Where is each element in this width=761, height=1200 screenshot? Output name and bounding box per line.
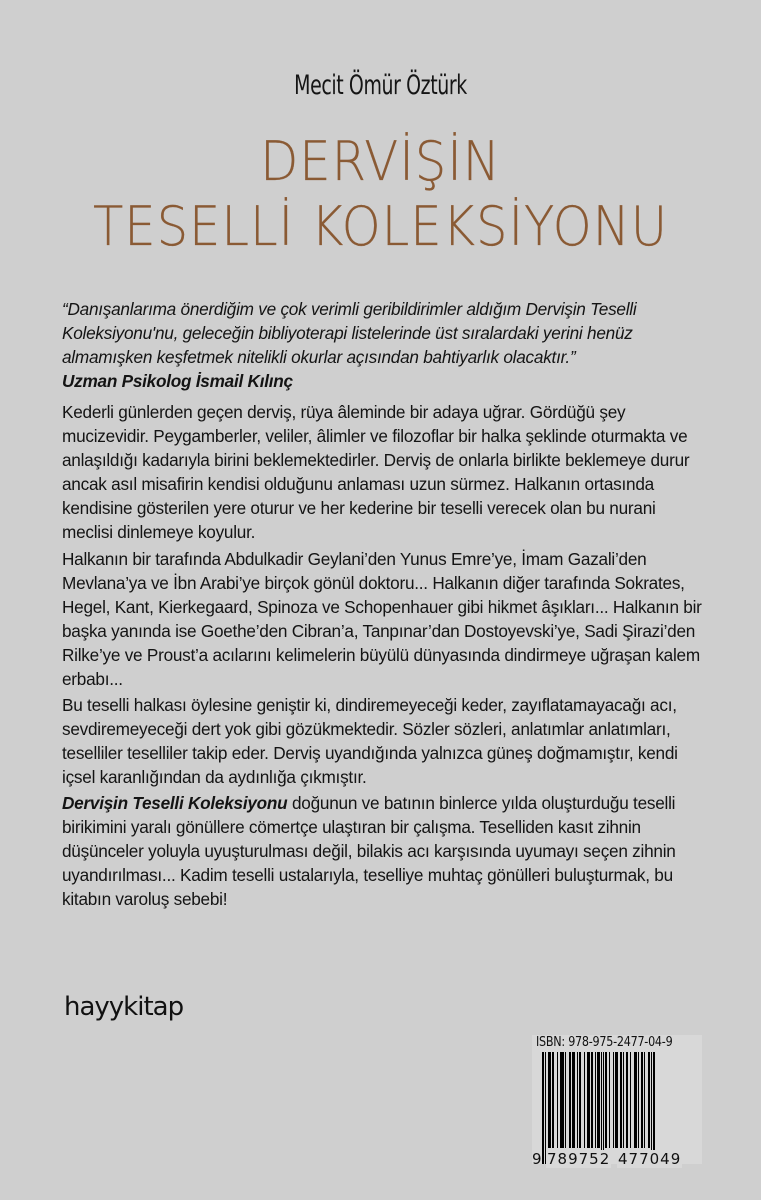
quote-text: “Danışanlarıma önerdiğim ve çok verimli geribildirimler aldığım Dervişin Teselli Koleksiyonu'nu, geleceğin bibliyoterapi listelerinde üst sıralardaki yerini henüz almamışken keşfetmek nitelikli okurlar açısından bahtiyarlık olacaktır.”: [62, 299, 637, 367]
paragraph-text: [62, 791, 702, 911]
publisher-logo: hayykitap: [64, 992, 184, 1022]
barcode-digits-right: 477049: [618, 1150, 682, 1168]
quote-author: Uzman Psikolog İsmail Kılınç: [62, 371, 293, 391]
blurb-paragraph-1: [62, 400, 702, 544]
testimonial-quote: [62, 297, 702, 393]
barcode-digits-left: 789752: [547, 1150, 611, 1168]
title-text: TESELLİ KOLEKSİYONU: [93, 195, 668, 258]
paragraph-text: Bu teselli halkası öylesine geniştir ki, dindiremeyeceği keder, zayıflatamayacağı acı, sevdiremeyeceği dert yok gibi gözükmektedir. Sözler sözleri, anlatımlar anlatımları, teselliler teselliler takip eder. Derviş uyandığında yalnızca güneş doğmamıştır, kendi içsel karanlığından da aydınlığa çıkmıştır.: [62, 695, 678, 787]
barcode-bars: [542, 1052, 688, 1164]
author-name: Mecit Ömür Öztürk: [294, 70, 467, 101]
blurb-paragraph-2: [62, 547, 702, 691]
barcode: [532, 1052, 702, 1168]
book-title-line-2: [30, 195, 730, 258]
isbn-barcode-block: [532, 1035, 702, 1168]
book-title-line-1: [30, 130, 730, 193]
title-text: DERVİŞİN: [260, 130, 501, 193]
isbn-label: ISBN: 978-975-2477-04-9: [536, 1035, 673, 1050]
paragraph-text: Halkanın bir tarafında Abdulkadir Geylani’den Yunus Emre’ye, İmam Gazali’den Mevlana’ya ve İbn Arabi’ye birçok gönül doktoru... Halkanın diğer tarafında Sokrates, Hegel, Kant, Kierkegaard, Spinoza ve Schopenhauer gibi hikmet âşıkları... Halkanın bir başka yanında ise Goethe’den Cibran’a, Tanpınar’dan Dostoyevski’ye, Sadi Şirazi’den Rilke’ye ve Proust’a acılarını kelimelerin büyülü dünyasında dindirmeye uğraşan kalem erbabı...: [62, 549, 702, 689]
blurb-paragraph-4: [62, 791, 702, 911]
blurb-paragraph-3: [62, 693, 702, 789]
paragraph-rest: doğunun ve batının binlerce yılda oluşturduğu teselli birikimini yaralı gönüllere cömertçe ulaştıran bir çalışma. Teselliden kasıt zihnin düşünceler yoluyla uyuşturulması değil, bilakis acı karşısında uyumayı seçen zihnin uyandırılması... Kadim teselli ustalarıyla, teselliye muhtaç gönülleri buluşturmak, bu kitabın varoluş sebebi!: [62, 793, 676, 909]
barcode-digit-first: 9: [532, 1150, 542, 1168]
paragraph-text: Kederli günlerden geçen derviş, rüya âleminde bir adaya uğrar. Gördüğü şey mucizevidir. Peygamberler, veliler, âlimler ve filozoflar bir halka şeklinde oturmakta ve anlaşıldığı kadarıyla birini beklemektedirler. Derviş de onlarla birlikte beklemeye durur ancak asıl misafirin kendisi olduğunu anlaması uzun sürmez. Halkanın ortasında kendisine gösterilen yere oturur ve her kederine bir teselli verecek olan bu nurani meclisi dinlemeye koyulur.: [62, 402, 690, 542]
book-title-emphasis: Dervişin Teselli Koleksiyonu: [62, 793, 288, 813]
